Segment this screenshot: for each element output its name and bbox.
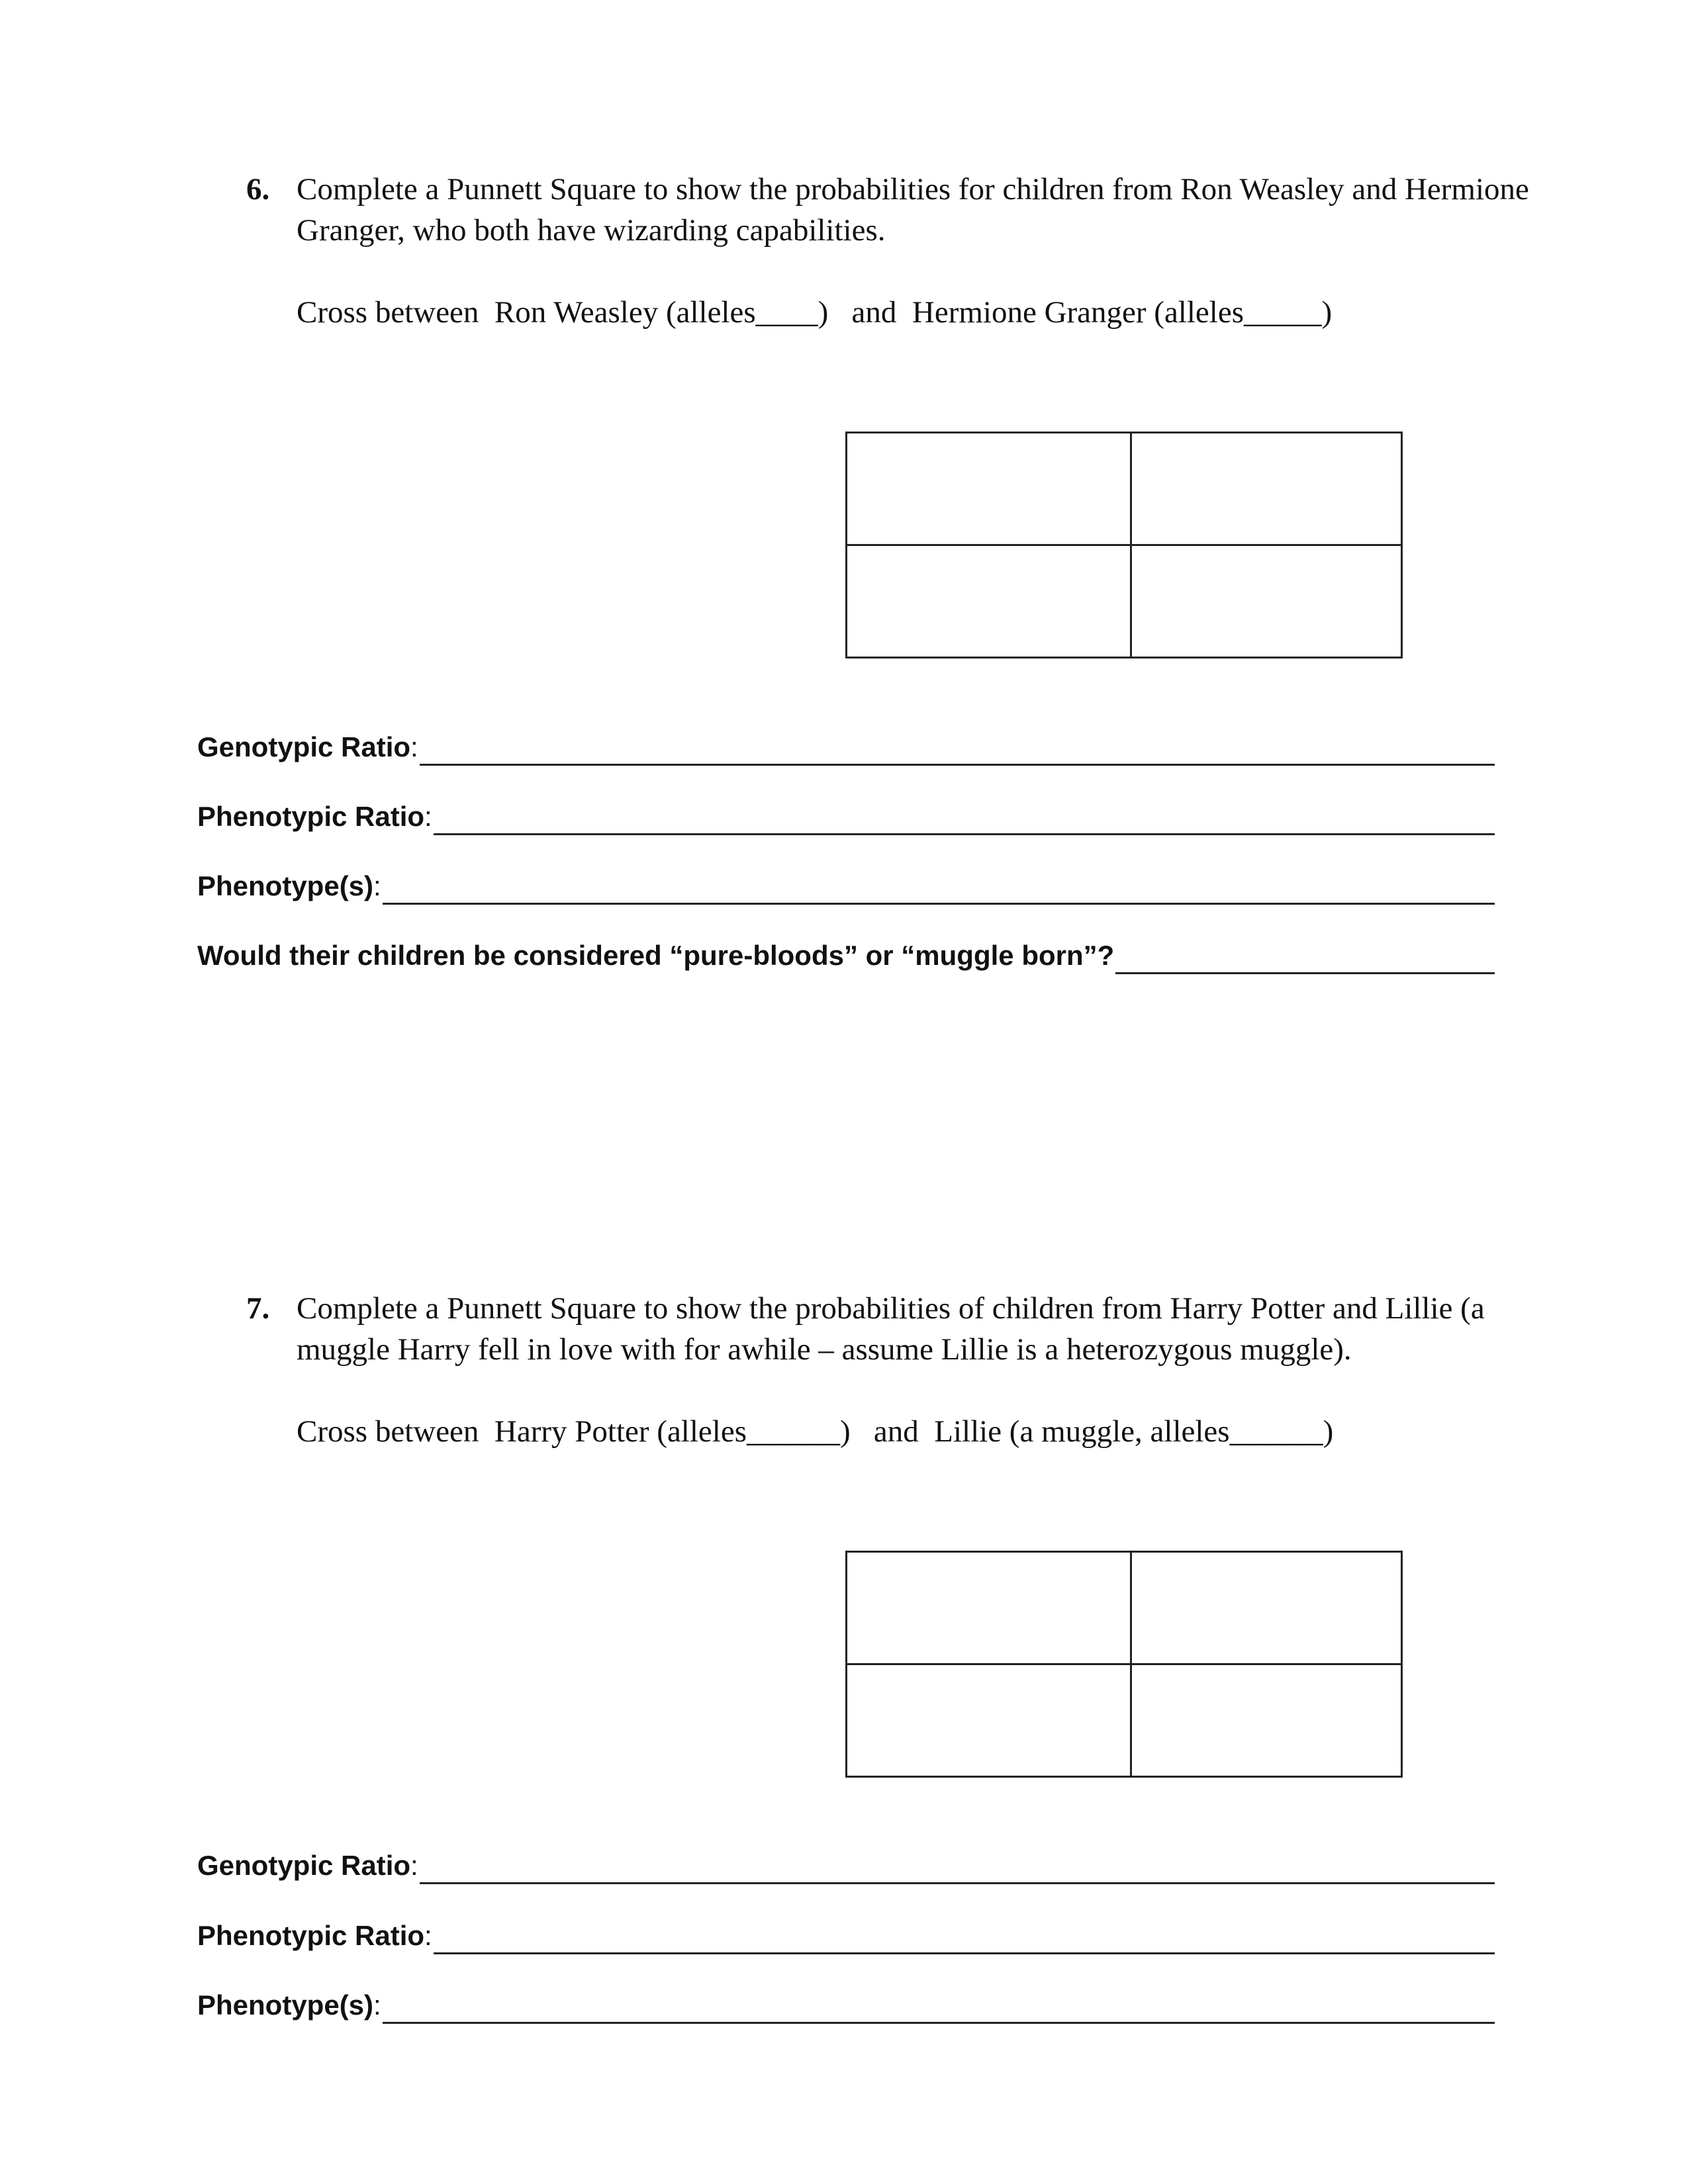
q7-phenotypic-ratio-field[interactable]: Phenotypic Ratio : <box>197 1917 1495 1954</box>
answer-line[interactable] <box>420 735 1495 766</box>
q7-genotypic-ratio-field[interactable]: Genotypic Ratio : <box>197 1847 1495 1884</box>
question-6-text: Complete a Punnett Square to show the probabilities for children from Ron Weasley and Hermione Granger, who both have wizarding capabilities. <box>297 172 1529 248</box>
answer-line[interactable] <box>420 1853 1495 1884</box>
q6-pure-blood-question-field[interactable] <box>197 937 1495 974</box>
q6-genotypic-ratio-field[interactable]: Genotypic Ratio : <box>197 729 1495 766</box>
q7-phenotypic-ratio-label: Phenotypic Ratio <box>197 1920 425 1951</box>
answer-line[interactable] <box>383 874 1495 905</box>
punnett-square-6[interactable] <box>845 432 1403 659</box>
punnett-square-7[interactable] <box>845 1551 1403 1778</box>
punnett-divider-horizontal <box>847 544 1401 546</box>
question-7-number: 7. <box>246 1291 270 1326</box>
question-6-number: 6. <box>246 172 270 206</box>
punnett-divider-horizontal <box>847 1663 1401 1665</box>
q6-phenotypes-field[interactable]: Phenotype(s) : <box>197 868 1495 905</box>
q7-phenotypes-label: Phenotype(s) <box>197 1989 374 2021</box>
q6-phenotypes-label: Phenotype(s) <box>197 870 374 901</box>
answer-line[interactable] <box>1115 943 1495 974</box>
q6-phenotypic-ratio-label: Phenotypic Ratio <box>197 801 425 832</box>
q7-phenotypes-field[interactable]: Phenotype(s) : <box>197 1987 1495 2024</box>
answer-line[interactable] <box>434 804 1495 835</box>
q6-pure-blood-question-label: Would their children be considered “pure-bloods” or “muggle born”? <box>197 940 1115 971</box>
answer-line[interactable] <box>383 1993 1495 2024</box>
q7-genotypic-ratio-label: Genotypic Ratio <box>197 1850 411 1881</box>
q6-phenotypic-ratio-field[interactable]: Phenotypic Ratio : <box>197 798 1495 835</box>
question-7-text: Complete a Punnett Square to show the probabilities of children from Harry Potter and Lillie (a muggle Harry fell in love with for awhile – assume Lillie is a heterozygous muggle). <box>297 1291 1485 1367</box>
answer-line[interactable] <box>434 1923 1495 1954</box>
question-7-cross: Cross between Harry Potter (alleles______) and Lillie (a muggle, alleles______) <box>297 1414 1334 1449</box>
q6-genotypic-ratio-label: Genotypic Ratio <box>197 731 411 762</box>
question-6-cross: Cross between Ron Weasley (alleles____) and Hermione Granger (alleles_____) <box>297 295 1333 330</box>
